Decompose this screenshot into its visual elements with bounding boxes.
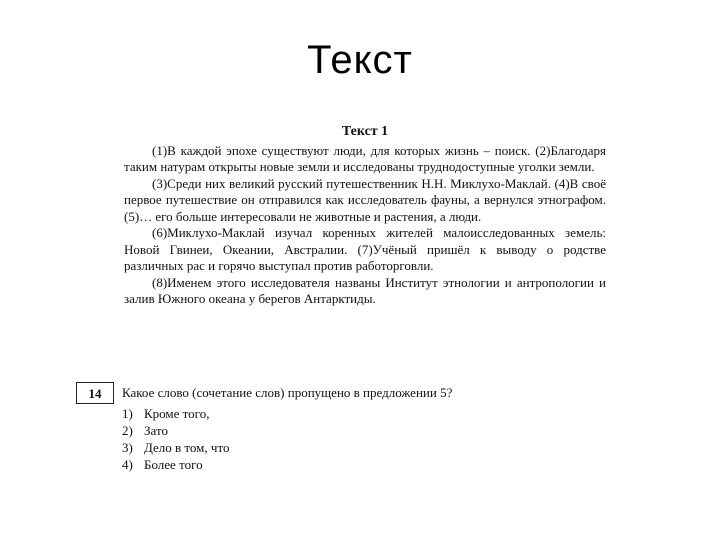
slide-title: Текст <box>307 38 413 82</box>
answer-option <box>122 457 422 474</box>
paragraph-1: (1)В каждой эпохе существуют люди, для которых жизнь – поиск. (2)Благодаря таким натурам открыты новые земли и исследованы труднодоступные уголки земли. <box>124 142 606 174</box>
option-text: Более того <box>144 457 203 472</box>
answer-option <box>122 406 422 423</box>
option-text: Зато <box>144 423 168 438</box>
option-number: 4) <box>122 457 133 472</box>
option-number: 1) <box>122 406 133 421</box>
option-text: Кроме того, <box>144 406 210 421</box>
answer-option <box>122 440 422 457</box>
answer-option <box>122 423 422 440</box>
document-heading: Текст 1 <box>341 124 389 139</box>
paragraph-4: (8)Именем этого исследователя названы Институт этнологии и антропологии и залив Южного океана у берегов Антарктиды. <box>124 274 606 306</box>
option-text: Дело в том, что <box>144 440 230 455</box>
option-number: 2) <box>122 423 133 438</box>
option-number: 3) <box>122 440 133 455</box>
document-text <box>124 124 606 308</box>
task-number-box: 14 <box>76 382 114 404</box>
answer-options <box>122 406 422 474</box>
task-question: Какое слово (сочетание слов) пропущено в предложении 5? <box>122 385 453 400</box>
paragraph-3: (6)Миклухо-Маклай изучал коренных жителей малоисследованных земель: Новой Гвинеи, Океании, Австралии. (7)Учёный пришёл к выводу о родстве различных рас и горячо выступал против работорговли. <box>124 225 606 273</box>
paragraph-2: (3)Среди них великий русский путешественник Н.Н. Миклухо-Маклай. (4)В своё первое путешествие он отправился как исследователь фауны, а вернулся этнографом. (5)… его больше интересовали не животные и растения, а люди. <box>124 175 606 224</box>
